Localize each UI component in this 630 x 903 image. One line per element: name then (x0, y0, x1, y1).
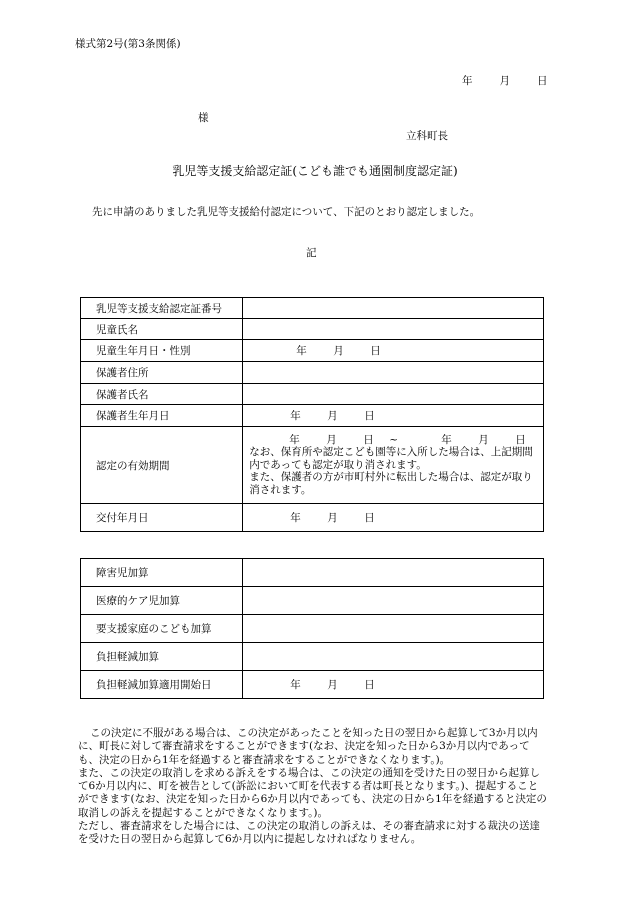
guardian-address-value (243, 362, 544, 384)
issue-date-line (462, 73, 548, 88)
ki-heading: 記 (306, 247, 317, 259)
document-title: 乳児等支援支給認定証(こども誰でも通園制度認定証) (172, 164, 458, 178)
row-label: 保護者住所 (81, 362, 243, 384)
table-row (81, 427, 544, 504)
addition-table (80, 558, 544, 699)
intro-text: 先に申請のありました乳児等支援給付認定について、下記のとおり認定しました。 (92, 206, 481, 218)
appeal-notes (78, 727, 548, 847)
appeal-note-1: この決定に不服がある場合は、この決定があったことを知った日の翌日から起算して3か月以内に、町長に対して審査請求をすることができます(なお、決定を知った日から3か月以内であっても、決定の日から1年を経過すると審査請求をすることができなくなります。)。 (78, 727, 538, 766)
date-day-label: 日 (537, 75, 548, 87)
table-row (81, 559, 544, 587)
burden-reduction-value (243, 643, 544, 671)
table-row (81, 671, 544, 699)
row-label: 乳児等支援支給認定証番号 (81, 298, 243, 319)
validity-note-2: また、保護者の方が市町村外に転出した場合は、認定が取り消されます。 (249, 471, 533, 496)
table-row (81, 298, 544, 319)
addressee-suffix: 様 (198, 112, 209, 124)
date-year-label: 年 (462, 75, 473, 87)
row-label: 児童生年月日・性別 (81, 340, 243, 362)
row-label: 負担軽減加算 (81, 643, 243, 671)
row-label: 交付年月日 (81, 504, 243, 532)
row-label: 保護者氏名 (81, 384, 243, 405)
child-birthdate-value (243, 340, 544, 362)
table-row (81, 362, 544, 384)
appeal-note-3: ただし、審査請求をした場合には、この決定の取消しの訴えは、その審査請求に対する裁決の送達を受けた日の翌日から起算して6か月以内に提起しなければなりません。 (78, 820, 540, 846)
row-label: 要支援家庭のこども加算 (81, 615, 243, 643)
guardian-birthdate-value (243, 405, 544, 427)
ymd-placeholder: 年 月 日 (296, 345, 381, 357)
ymd-placeholder: 年 月 日 (290, 410, 375, 422)
row-label: 医療的ケア児加算 (81, 587, 243, 615)
certificate-table (80, 297, 544, 532)
validity-note-1: なお、保育所や認定こども園等に入所した場合は、上記期間内であっても認定が取り消されます。 (249, 446, 533, 471)
appeal-note-2: また、この決定の取消しを求める訴えをする場合は、この決定の通知を受けた日の翌日から起算して6か月以内に、町を被告として(訴訟において町を代表する者は町長となります。)、提起することができます(なお、決定を知った日から6か月以内であっても、決定の日から1年を経過すると決定の取消しの訴えを提起することができなくなります。)。 (78, 766, 547, 819)
table-row (81, 319, 544, 340)
guardian-name-value (243, 384, 544, 405)
table-row (81, 587, 544, 615)
issue-date-value (243, 504, 544, 532)
ymd-placeholder: 年 月 日 (290, 679, 375, 691)
issuer-name: 立科町長 (406, 130, 448, 142)
burden-reduction-start-value (243, 671, 544, 699)
validity-period-value (243, 427, 544, 504)
table-row (81, 405, 544, 427)
row-label: 障害児加算 (81, 559, 243, 587)
table-row (81, 340, 544, 362)
row-label: 保護者生年月日 (81, 405, 243, 427)
row-label: 認定の有効期間 (81, 427, 243, 504)
row-label: 負担軽減加算適用開始日 (81, 671, 243, 699)
table-row (81, 504, 544, 532)
disability-addition-value (243, 559, 544, 587)
validity-range: 年 月 日 ~ 年 月 日 (289, 433, 526, 446)
certificate-number-value (243, 298, 544, 319)
form-number: 様式第2号(第3条関係) (75, 38, 181, 50)
date-month-label: 月 (499, 75, 510, 87)
child-name-value (243, 319, 544, 340)
table-row (81, 643, 544, 671)
table-row (81, 384, 544, 405)
ymd-placeholder: 年 月 日 (290, 512, 375, 524)
row-label: 児童氏名 (81, 319, 243, 340)
table-row (81, 615, 544, 643)
support-family-addition-value (243, 615, 544, 643)
medical-care-addition-value (243, 587, 544, 615)
